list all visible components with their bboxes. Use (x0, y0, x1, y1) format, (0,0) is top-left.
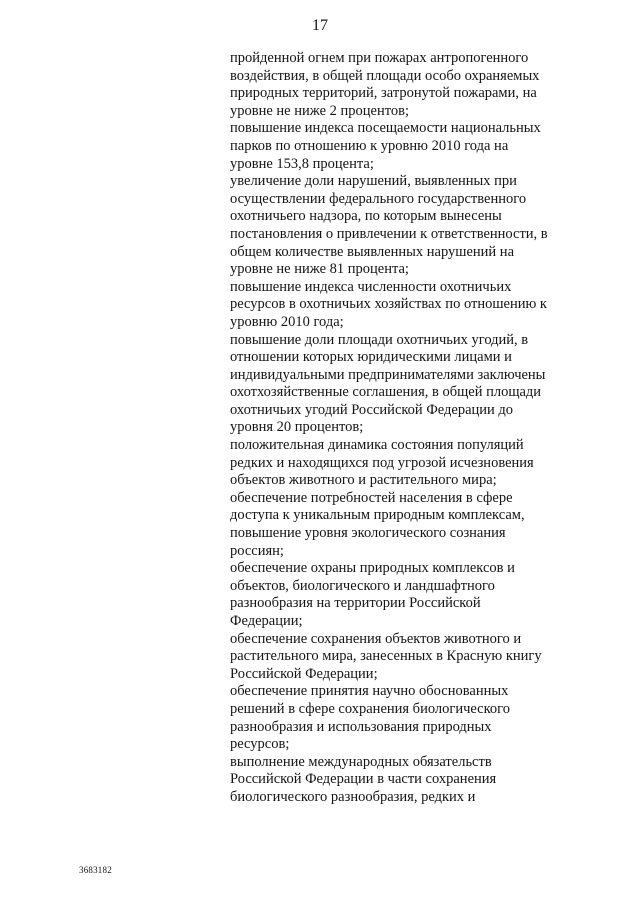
text-line: биологического разнообразия, редких и (230, 788, 476, 805)
text-line: повышение доли площади охотничьих угодий, в (230, 331, 529, 348)
text-line: парков по отношению к уровню 2010 года на (230, 137, 509, 154)
text-line: осуществлении федерального государственного (230, 190, 527, 207)
text-line: растительного мира, занесенных в Красную книгу (230, 648, 542, 665)
text-line: повышение уровня экологического сознания (230, 525, 506, 542)
text-line: уровне не ниже 81 процента; (230, 261, 409, 278)
page-number: 17 (312, 17, 328, 34)
text-line: обеспечение потребностей населения в сфере (230, 489, 513, 506)
text-line: положительная динамика состояния популяций (230, 437, 524, 454)
body-text (230, 50, 566, 807)
text-line: повышение индекса посещаемости национальных (230, 120, 541, 137)
text-line: общем количестве выявленных нарушений на (230, 243, 515, 260)
text-line: редких и находящихся под угрозой исчезновения (230, 454, 534, 471)
text-line: уровню 2010 года; (230, 313, 344, 330)
text-line: разнообразия на территории Российской (230, 595, 481, 612)
text-line: обеспечение охраны природных комплексов и (230, 560, 515, 577)
text-line: разнообразия и использования природных (230, 718, 492, 735)
document-code: 3683182 (79, 865, 112, 875)
text-line: доступа к уникальным природным комплексам, (230, 507, 525, 524)
text-line: увеличение доли нарушений, выявленных при (230, 173, 517, 190)
text-line: повышение индекса численности охотничьих (230, 278, 512, 295)
text-line: уровне не ниже 2 процентов; (230, 102, 410, 119)
text-line: Российской Федерации в части сохранения (230, 771, 497, 788)
text-line: природных территорий, затронутой пожарами, на (230, 85, 537, 102)
text-line: ресурсов; (230, 736, 290, 753)
text-line: обеспечение сохранения объектов животного и (230, 630, 522, 647)
text-line: охотхозяйственные соглашения, в общей площади (230, 384, 542, 401)
text-line: уровне 153,8 процента; (230, 155, 374, 172)
text-line: решений в сфере сохранения биологического (230, 700, 510, 717)
text-line: объектов животного и растительного мира; (230, 472, 497, 489)
text-line: пройденной огнем при пожарах антропогенного (230, 50, 529, 66)
text-line: индивидуальными предпринимателями заключены (230, 366, 546, 383)
text-line: постановления о привлечении к ответственности, в (230, 225, 548, 242)
text-line: Российской Федерации; (230, 665, 378, 682)
text-line: охотничьего надзора, по которым вынесены (230, 208, 502, 225)
text-line: воздействия, в общей площади особо охраняемых (230, 67, 540, 84)
text-line: Федерации; (230, 613, 303, 629)
text-line: россиян; (230, 542, 284, 559)
text-line: охотничьих угодий Российской Федерации до (230, 401, 514, 418)
text-line: ресурсов в охотничьих хозяйствах по отношению к (230, 296, 547, 313)
text-line: объектов, биологического и ландшафтного (230, 577, 495, 594)
text-line: выполнение международных обязательств (230, 753, 492, 770)
text-line: уровня 20 процентов; (230, 419, 364, 436)
text-line: обеспечение принятия научно обоснованных (230, 683, 509, 700)
text-line: отношении которых юридическими лицами и (230, 349, 512, 366)
